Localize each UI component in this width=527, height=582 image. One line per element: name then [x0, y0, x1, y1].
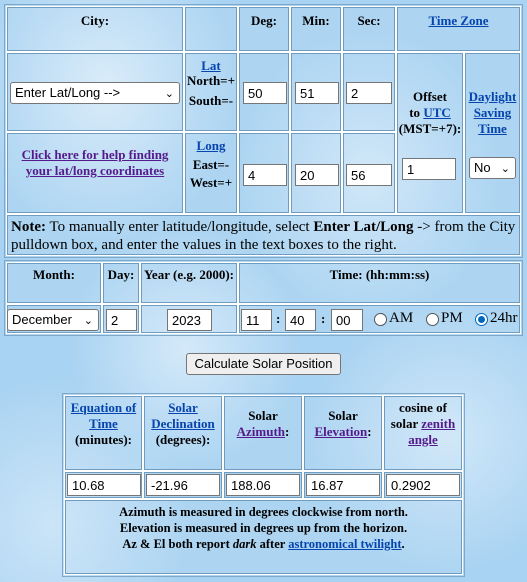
help-cell	[6, 132, 184, 214]
chevron-down-icon: ⌄	[83, 315, 93, 327]
note-cell	[6, 214, 521, 256]
chevron-down-icon: ⌄	[164, 88, 174, 100]
time-header: Time: (hh:mm:ss)	[329, 267, 430, 282]
dst-select[interactable]: No ⌄	[469, 157, 516, 179]
zen-header: cosine of solar zenith angle	[390, 400, 456, 447]
city-select[interactable]: Enter Lat/Long --> ⌄	[10, 82, 180, 104]
sec-header: Sec:	[357, 13, 381, 28]
long-west-label: West=+	[189, 175, 233, 190]
utc-offset-input[interactable]	[402, 158, 456, 180]
zen-header-cell	[383, 395, 463, 471]
day-input[interactable]	[106, 309, 137, 331]
lat-label-cell	[184, 52, 238, 132]
lat-sec-input[interactable]	[346, 82, 392, 104]
el-header: Solar Elevation:	[314, 408, 372, 439]
decl-header: Solar Declination (degrees):	[151, 400, 215, 447]
eot-link[interactable]: Equation of Time	[70, 400, 137, 431]
day-header-cell	[102, 262, 140, 304]
year-input[interactable]	[167, 309, 212, 331]
calculate-button[interactable]: Calculate Solar Position	[186, 353, 341, 375]
long-sec-input[interactable]	[346, 164, 392, 186]
az-header: Solar Azimuth:	[236, 408, 290, 439]
decl-header-cell	[143, 395, 223, 471]
results-footer	[65, 504, 462, 552]
el-header-cell	[303, 395, 383, 471]
city-header: City:	[80, 13, 110, 28]
elevation-link[interactable]: Elevation	[314, 424, 368, 439]
offset-to-label: to UTC	[409, 105, 451, 120]
results-footer-cell	[64, 499, 463, 575]
lat-deg-input[interactable]	[243, 82, 287, 104]
min-header: Min:	[302, 13, 330, 28]
year-header-cell	[140, 262, 238, 304]
utc-link[interactable]: UTC	[423, 105, 451, 120]
am-radio[interactable]	[374, 313, 387, 326]
time-colon: :	[321, 311, 326, 326]
min-header-cell	[290, 6, 342, 52]
eot-header-cell	[64, 395, 143, 471]
help-link[interactable]: Click here for help finding your lat/long coordinates	[21, 147, 169, 178]
am-label: AM	[389, 310, 414, 326]
time-colon: :	[276, 311, 281, 326]
elevation-note: Elevation is measured in degrees up from the horizon.	[119, 521, 408, 535]
city-header-cell	[6, 6, 184, 52]
twilight-note: Az & El both report dark after astronomical twilight.	[122, 537, 405, 551]
month-header-cell	[6, 262, 102, 304]
zenith-link[interactable]: zenith angle	[408, 416, 456, 447]
decl-link[interactable]: Solar Declination	[151, 400, 215, 431]
dst-link[interactable]: Daylight Saving Time	[468, 89, 517, 136]
azimuth-link[interactable]: Azimuth	[236, 424, 286, 439]
hour-input[interactable]	[241, 309, 272, 331]
day-header: Day:	[107, 267, 135, 282]
eot-header: Equation of Time (minutes):	[70, 400, 137, 447]
timezone-link[interactable]: Time Zone	[428, 13, 489, 28]
decl-output[interactable]	[146, 474, 220, 496]
month-header: Month:	[33, 267, 75, 282]
pm-radio[interactable]	[426, 313, 439, 326]
long-deg-input[interactable]	[243, 164, 287, 186]
offset-mst-label: (MST=+7):	[398, 121, 462, 136]
dst-cell	[464, 52, 521, 214]
offset-label: Offset	[413, 89, 447, 104]
lat-long-header-cell	[184, 6, 238, 52]
zenith-output[interactable]	[386, 474, 460, 496]
deg-header: Deg:	[251, 13, 277, 28]
twilight-link[interactable]: astronomical twilight	[288, 537, 402, 551]
azimuth-note: Azimuth is measured in degrees clockwise from north.	[119, 505, 408, 519]
year-header: Year (e.g. 2000):	[143, 267, 234, 282]
time-header-cell	[238, 262, 521, 304]
long-link[interactable]: Long	[196, 138, 226, 153]
24hr-radio[interactable]	[475, 313, 488, 326]
month-select[interactable]: December ⌄	[7, 309, 99, 331]
lat-min-input[interactable]	[295, 82, 339, 104]
utc-offset-cell	[396, 52, 464, 214]
pm-label: PM	[441, 310, 463, 326]
second-input[interactable]	[331, 309, 363, 331]
deg-header-cell	[238, 6, 290, 52]
24hr-label: 24hr	[490, 310, 518, 326]
lat-link[interactable]: Lat	[201, 58, 221, 73]
note-text: Note: To manually enter latitude/longitude, select Enter Lat/Long -> from the City pulldown box, and enter the values in the text boxes to the right.	[11, 219, 516, 253]
azimuth-output[interactable]	[226, 474, 300, 496]
timezone-header-cell	[396, 6, 521, 52]
sec-header-cell	[342, 6, 396, 52]
chevron-down-icon: ⌄	[500, 163, 510, 175]
long-east-label: East=-	[192, 157, 230, 172]
elevation-output[interactable]	[306, 474, 380, 496]
lat-north-label: North=+	[186, 73, 236, 88]
lat-south-label: South=-	[188, 93, 234, 108]
eot-output[interactable]	[67, 474, 141, 496]
minute-input[interactable]	[285, 309, 316, 331]
long-label-cell	[184, 132, 238, 214]
az-header-cell	[223, 395, 303, 471]
long-min-input[interactable]	[295, 164, 339, 186]
